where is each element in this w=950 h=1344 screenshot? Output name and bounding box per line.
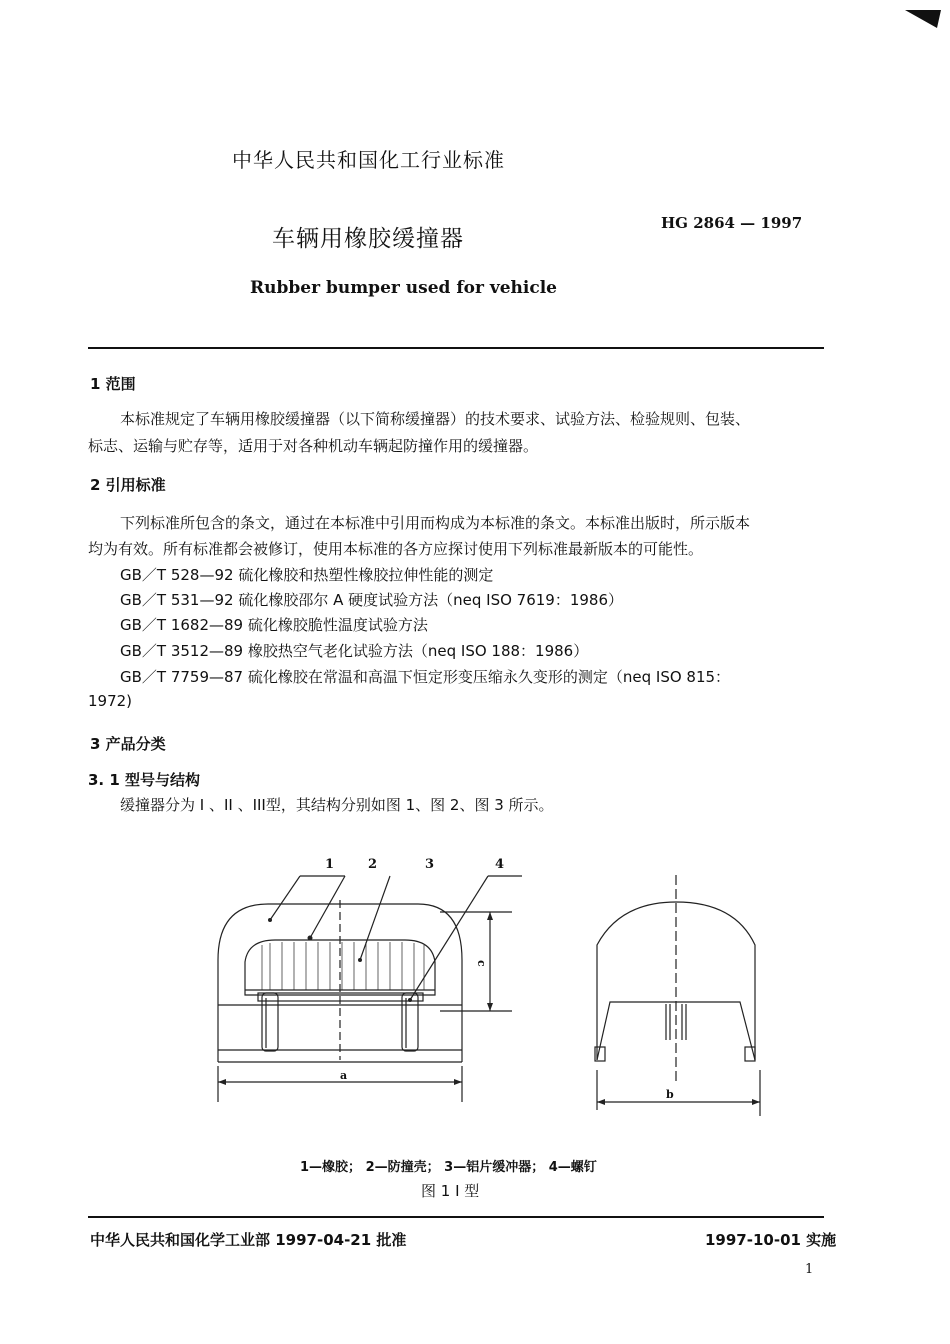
approval-statement: 中华人民共和国化学工业部 1997-04-21 批准 xyxy=(90,1231,407,1249)
section-2-paragraph-line-2: 均为有效。所有标准都会被修订，使用本标准的各方应探讨使用下列标准最新版本的可能性。 xyxy=(88,540,704,558)
page-number: 1 xyxy=(805,1262,814,1277)
reference-item: GB／T 7759—87 硫化橡胶在常温和高温下恒定形变压缩永久变形的测定（neq ISO 815： xyxy=(120,668,731,686)
section-1-paragraph-line-1: 本标准规定了车辆用橡胶缓撞器（以下简称缓撞器）的技术要求、试验方法、检验规则、包装、 xyxy=(120,410,751,428)
section-1-paragraph-line-2: 标志、运输与贮存等，适用于对各种机动车辆起防撞作用的缓撞器。 xyxy=(88,437,539,455)
standard-code: HG 2864 — 1997 xyxy=(661,214,803,232)
callout-2: 2 xyxy=(368,857,378,872)
reference-item: GB／T 528—92 硫化橡胶和热塑性橡胶拉伸性能的测定 xyxy=(120,566,494,584)
screw-left xyxy=(262,993,278,1051)
callout-1: 1 xyxy=(325,857,335,872)
section-2-heading: 2 引用标准 xyxy=(90,476,166,494)
reference-item-continuation: 1972) xyxy=(88,692,133,710)
section-3-1-heading: 3. 1 型号与结构 xyxy=(88,771,201,789)
callout-4: 4 xyxy=(495,857,505,872)
callout-3: 3 xyxy=(425,857,435,872)
effective-date: 1997-10-01 实施 xyxy=(705,1231,837,1249)
reference-item: GB／T 1682—89 硫化橡胶脆性温度试验方法 xyxy=(120,616,428,634)
standard-organization: 中华人民共和国化工行业标准 xyxy=(232,148,505,172)
document-title: 车辆用橡胶缓撞器 xyxy=(272,226,464,252)
section-3-1-paragraph: 缓撞器分为 I 、II 、III型，其结构分别如图 1、图 2、图 3 所示。 xyxy=(120,796,554,814)
english-title: Rubber bumper used for vehicle xyxy=(250,278,557,298)
section-1-heading: 1 范围 xyxy=(90,375,136,393)
figure-caption: 图 1 I 型 xyxy=(421,1182,480,1200)
figure-legend: 1—橡胶； 2—防撞壳； 3—铝片缓冲器； 4—螺钉 xyxy=(300,1160,597,1175)
dimension-a-label: a xyxy=(340,1069,348,1082)
dimension-b-label: b xyxy=(666,1088,674,1101)
reference-item: GB／T 3512—89 橡胶热空气老化试验方法（neq ISO 188：1986） xyxy=(120,642,589,660)
section-3-heading: 3 产品分类 xyxy=(90,735,166,753)
footer-divider xyxy=(88,1216,824,1218)
section-2-paragraph-line-1: 下列标准所包含的条文，通过在本标准中引用而构成为本标准的条文。本标准出版时，所示版本 xyxy=(120,514,751,532)
reference-item: GB／T 531—92 硫化橡胶邵尔 A 硬度试验方法（neq ISO 7619：1986） xyxy=(120,591,624,609)
dimension-c-label: c xyxy=(475,960,488,967)
